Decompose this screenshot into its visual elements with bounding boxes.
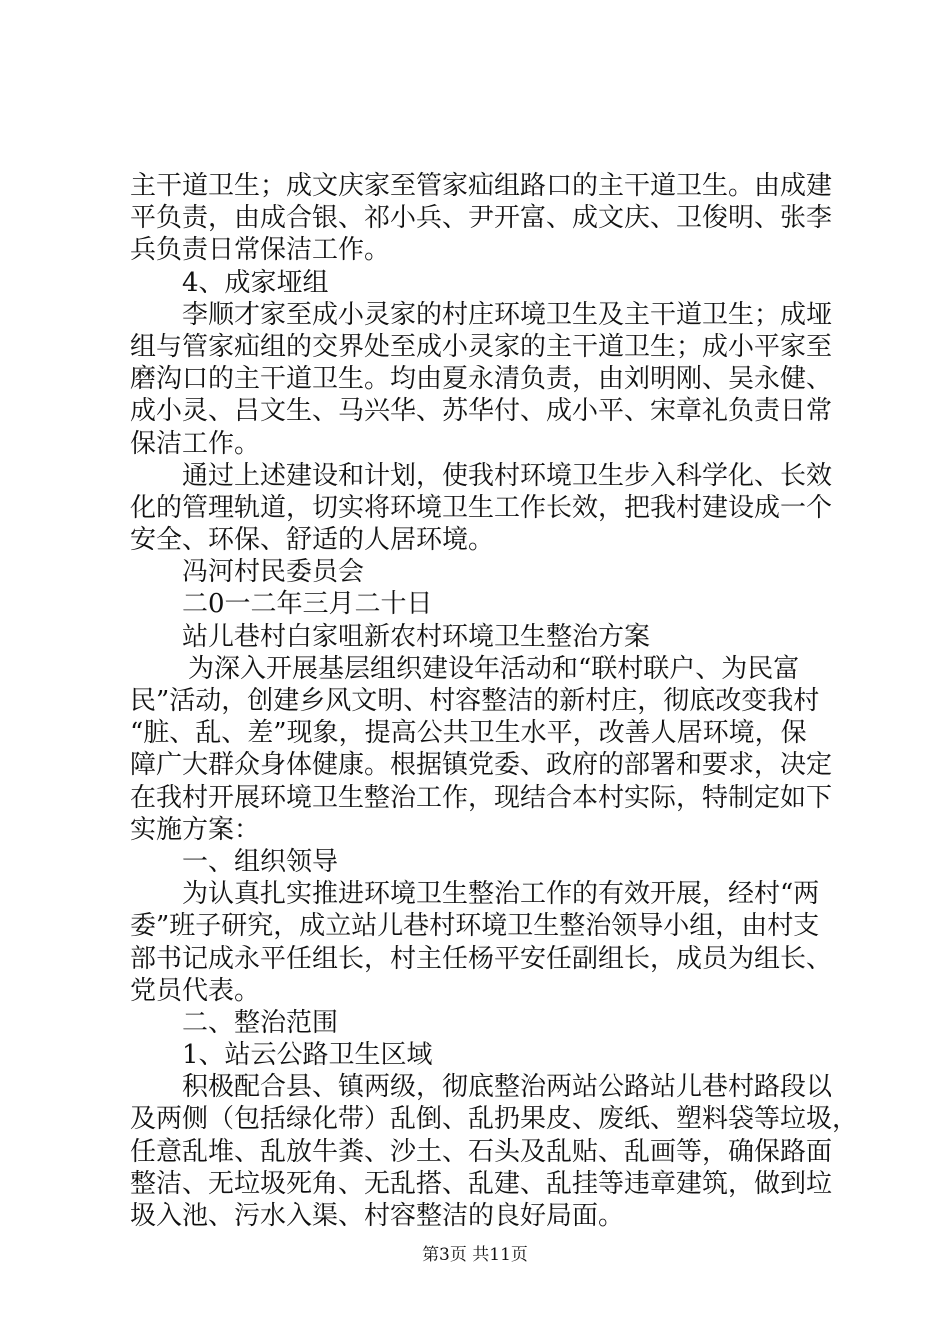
text-line: 实施方案： xyxy=(130,814,261,845)
text-line: 冯河村民委员会 xyxy=(182,557,365,588)
text-line: 一、组织领导 xyxy=(182,846,339,877)
text-line: 主干道卫生；成文庆家至管家疝组路口的主干道卫生。由成建 xyxy=(130,171,833,201)
document-body xyxy=(130,170,859,1232)
text-line: 积极配合县、镇两级，彻底整治两站公路站儿巷村路段以 xyxy=(182,1072,833,1103)
text-line: 民”活动，创建乡风文明、村容整洁的新村庄，彻底改变我村 xyxy=(130,686,820,716)
text-line: 站儿巷村白家咀新农村环境卫生整治方案 xyxy=(182,621,651,652)
text-line: “脏、乱、差”现象，提高公共卫生水平，改善人居环境，保 xyxy=(130,718,807,749)
text-line: 二0一二年三月二十日 xyxy=(182,589,433,620)
text-line: 成小灵、吕文生、马兴华、苏华付、成小平、宋章礼负责日常 xyxy=(130,396,833,427)
page-footer: 第3页 共11页 xyxy=(422,1245,528,1265)
text-line: 任意乱堆、乱放牛粪、沙土、石头及乱贴、乱画等，确保路面 xyxy=(130,1136,833,1167)
text-line: 圾入池、污水入渠、村容整洁的良好局面。 xyxy=(130,1201,625,1231)
text-line: 保洁工作。 xyxy=(130,428,261,459)
text-line: 通过上述建设和计划，使我村环境卫生步入科学化、长效 xyxy=(182,460,833,491)
text-line: 李顺才家至成小灵家的村庄环境卫生及主干道卫生；成垭 xyxy=(182,299,833,330)
text-line: 整洁、无垃圾死角、无乱搭、乱建、乱挂等违章建筑，做到垃 xyxy=(130,1168,833,1199)
text-line: 为深入开展基层组织建设年活动和“联村联户、为民富 xyxy=(188,653,800,684)
text-line: 为认真扎实推进环境卫生整治工作的有效开展，经村“两 xyxy=(182,879,820,910)
text-line: 兵负责日常保洁工作。 xyxy=(130,235,391,266)
text-line: 党员代表。 xyxy=(130,975,261,1006)
text-line: 部书记成永平任组长，村主任杨平安任副组长，成员为组长、 xyxy=(130,943,833,974)
text-line: 二、整治范围 xyxy=(182,1007,339,1038)
text-line: 及两侧（包括绿化带）乱倒、乱扔果皮、废纸、塑料袋等垃圾， xyxy=(130,1104,859,1135)
text-line: 在我村开展环境卫生整治工作，现结合本村实际，特制定如下 xyxy=(130,782,833,813)
text-line: 1、站云公路卫生区域 xyxy=(182,1040,433,1071)
text-line: 委”班子研究，成立站儿巷村环境卫生整治领导小组，由村支 xyxy=(130,911,820,942)
text-line: 化的管理轨道，切实将环境卫生工作长效，把我村建设成一个 xyxy=(130,492,833,523)
text-line: 4、成家垭组 xyxy=(182,267,329,298)
text-line: 组与管家疝组的交界处至成小灵家的主干道卫生；成小平家至 xyxy=(130,331,833,362)
text-line: 磨沟口的主干道卫生。均由夏永清负责，由刘明刚、吴永健、 xyxy=(130,364,833,395)
text-line: 平负责，由成合银、祁小兵、尹开富、成文庆、卫俊明、张李 xyxy=(130,203,833,234)
text-line: 障广大群众身体健康。根据镇党委、政府的部署和要求，决定 xyxy=(130,750,833,781)
text-line: 安全、环保、舒适的人居环境。 xyxy=(130,525,495,556)
